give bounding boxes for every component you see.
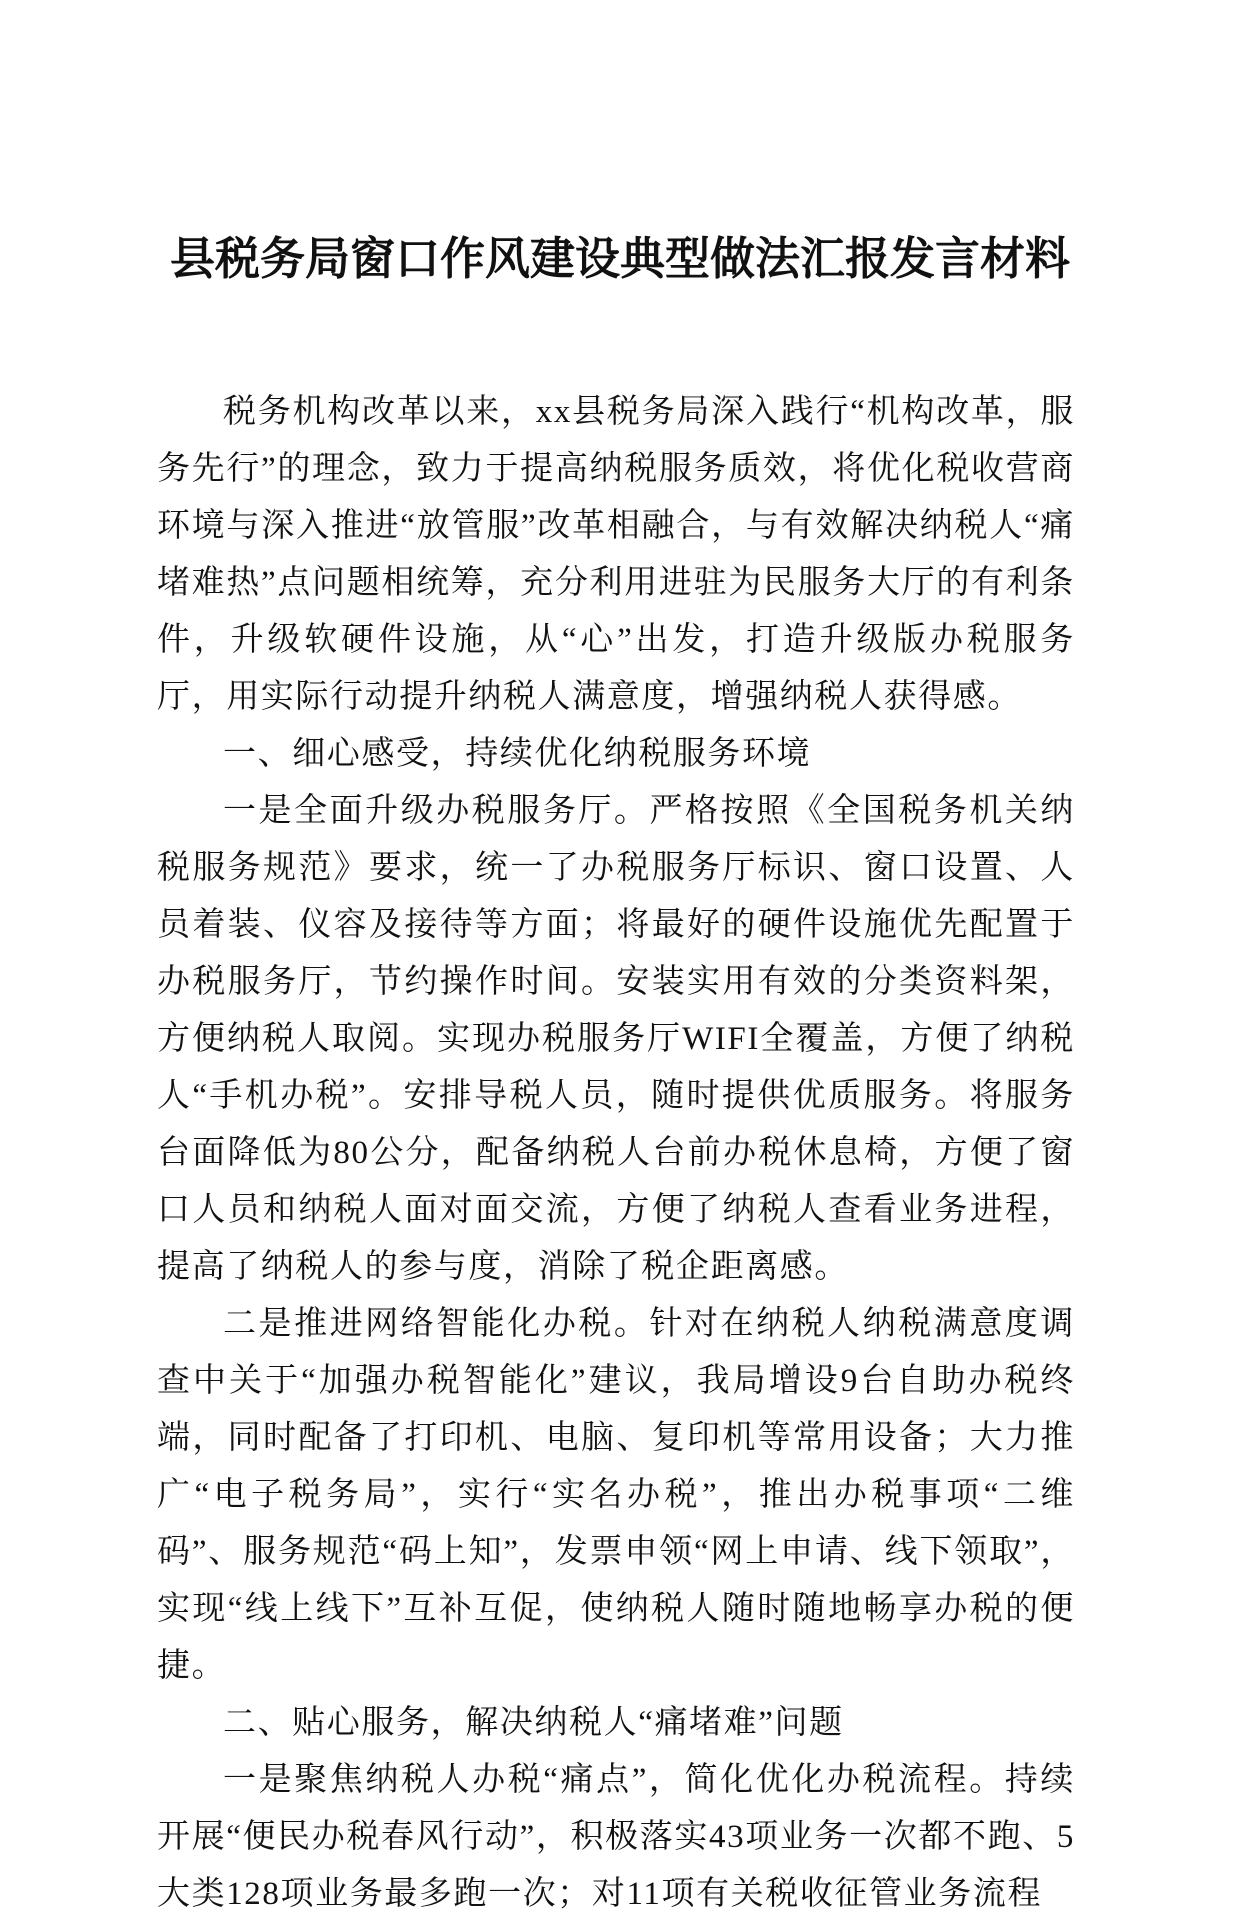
paragraph-upgrade-hall: 一是全面升级办税服务厅。严格按照《全国税务机关纳税服务规范》要求，统一了办税服务厅标识、窗口设置、人员着装、仪容及接待等方面；将最好的硬件设施优先配置于办税服务厅，节约操作时间。安装实用有效的分类资料架，方便纳税人取阅。实现办税服务厅WIFI全覆盖，方便了纳税人“手机办税”。安排导税人员，随时提供优质服务。将服务台面降低为80公分，配备纳税人台前办税休息椅，方便了窗口人员和纳税人面对面交流，方便了纳税人查看业务进程，提高了纳税人的参与度，消除了税企距离感。 — [157, 793, 1075, 1285]
paragraph-pain-points: 一是聚焦纳税人办税“痛点”，简化优化办税流程。持续开展“便民办税春风行动”，积极落实43项业务一次都不跑、5大类128项业务最多跑一次；对11项有关税收征管业务流程 — [157, 1762, 1075, 1912]
document-title: 县税务局窗口作风建设典型做法汇报发言材料 — [169, 232, 1070, 285]
document-body — [157, 384, 1075, 1923]
paragraph-smart-tax: 二是推进网络智能化办税。针对在纳税人纳税满意度调查中关于“加强办税智能化”建议，我局增设9台自助办税终端，同时配备了打印机、电脑、复印机等常用设备；大力推广“电子税务局”，实行“实名办税”，推出办税事项“二维码”、服务规范“码上知”，发票申领“网上申请、线下领取”，实现“线上线下”互补互促，使纳税人随时随地畅享办税的便捷。 — [157, 1306, 1075, 1684]
paragraph-intro: 税务机构改革以来，xx县税务局深入践行“机构改革，服务先行”的理念，致力于提高纳税服务质效，将优化税收营商环境与深入推进“放管服”改革相融合，与有效解决纳税人“痛堵难热”点问题相统筹，充分利用进驻为民服务大厅的有利条件，升级软硬件设施，从“心”出发，打造升级版办税服务厅，用实际行动提升纳税人满意度，增强纳税人获得感。 — [157, 394, 1075, 715]
section-heading-1: 一、细心感受，持续优化纳税服务环境 — [223, 736, 812, 772]
section-heading-2: 二、贴心服务，解决纳税人“痛堵难”问题 — [223, 1705, 844, 1741]
